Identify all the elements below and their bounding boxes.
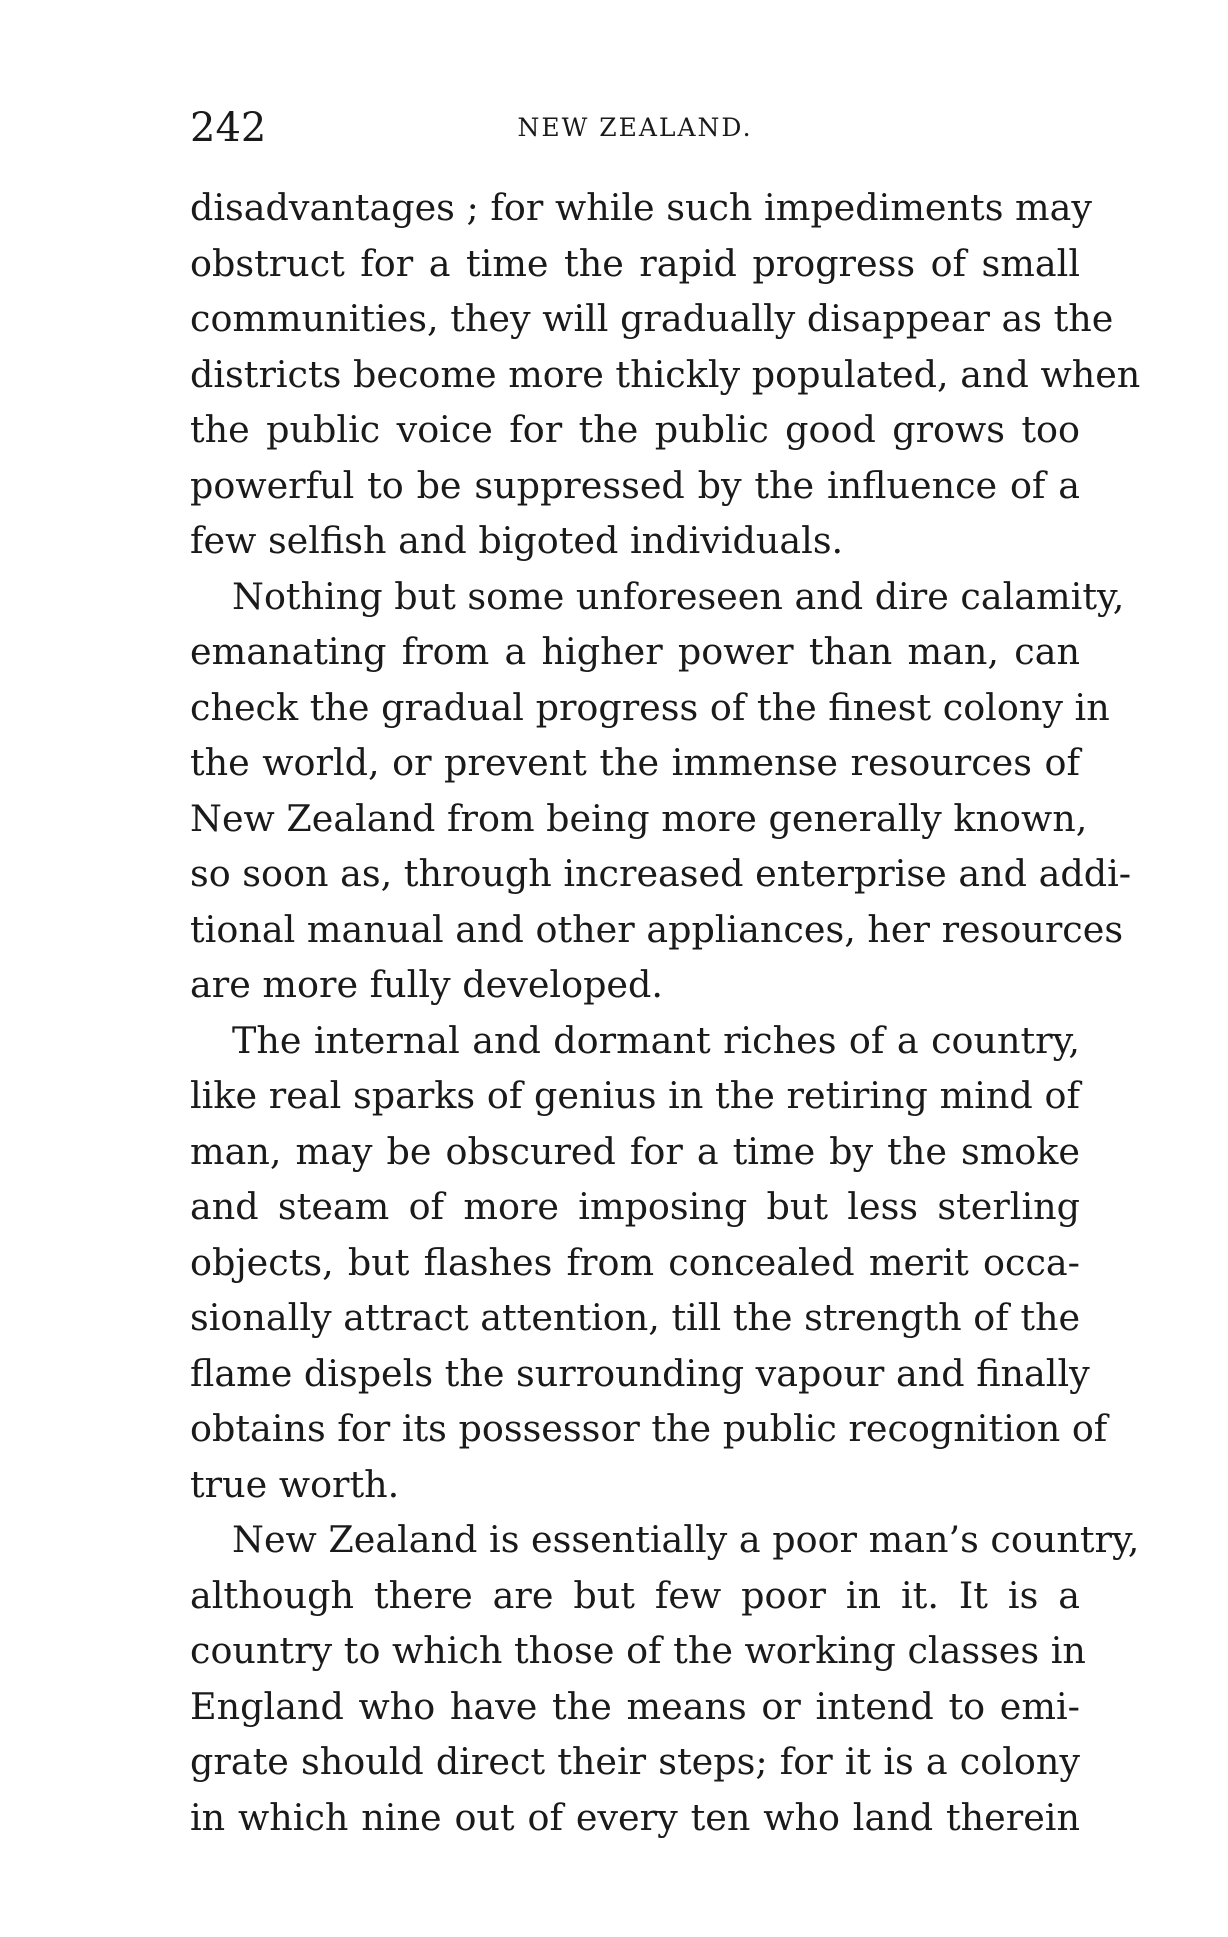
text-line: England who have the means or intend to emi- [190,1684,1080,1728]
text-line: powerful to be suppressed by the influence of a [190,463,1080,507]
text-line: check the gradual progress of the finest colony in [190,685,1110,729]
text-line: and steam of more imposing but less sterling [190,1185,1080,1228]
text-line: like real sparks of genius in the retiring mind of [190,1074,1080,1117]
text-line: flame dispels the surrounding vapour and finally [190,1351,1090,1395]
page-header [190,98,1080,158]
text-line: objects, but flashes from concealed merit occa- [190,1240,1080,1284]
text-line: disadvantages ; for while such impediments may [190,186,1093,229]
text-line: man, may be obscured for a time by the smoke [190,1129,1080,1173]
text-line: communities, they will gradually disappear as the [190,297,1114,340]
text-line: in which nine out of every ten who land therein [190,1795,1080,1839]
text-line: districts become more thickly populated, and when [190,352,1141,396]
page-number: 242 [190,105,267,151]
text-line: emanating from a higher power than man, can [190,630,1080,673]
text-line: obstruct for a time the rapid progress of small [190,241,1080,285]
paragraph-start-line: New Zealand is essentially a poor man’s country, [232,1518,1140,1561]
paragraph-start-line: The internal and dormant riches of a country, [232,1018,1080,1062]
text-line: true worth. [190,1462,400,1506]
running-title: NEW ZEALAND. [517,113,753,142]
text-line: so soon as, through increased enterprise and addi- [190,852,1132,895]
text-line: grate should direct their steps; for it is a colony [190,1740,1080,1783]
text-line: the public voice for the public good grows too [190,408,1080,451]
text-line: obtains for its possessor the public recognition of [190,1407,1108,1450]
text-line: country to which those of the working classes in [190,1629,1086,1672]
text-line: few selfish and bigoted individuals. [190,519,844,562]
body-text [190,180,1141,1845]
text-line: New Zealand from being more generally known, [190,796,1088,840]
text-line: are more fully developed. [190,963,664,1006]
text-line: sionally attract attention, till the strength of the [190,1296,1081,1339]
text-line: tional manual and other appliances, her resources [190,907,1124,951]
text-line: the world, or prevent the immense resources of [190,741,1080,784]
paragraph-start-line: Nothing but some unforeseen and dire calamity, [232,574,1125,618]
text-line: although there are but few poor in it. It is a [190,1573,1080,1617]
